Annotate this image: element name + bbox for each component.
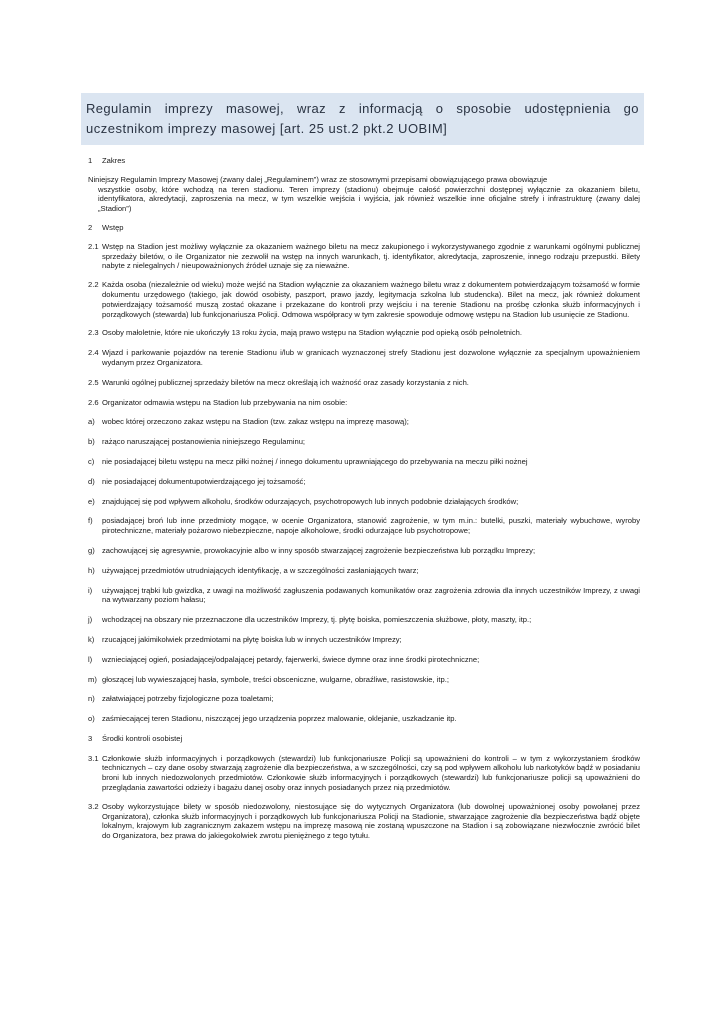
paragraph-3-1 xyxy=(88,754,640,793)
list-text: rzucającej jakimikolwiek przedmiotami na płytę boiska lub w innych uczestników Imprezy; xyxy=(102,634,402,644)
list-text: wobec której orzeczono zakaz wstępu na Stadion (tzw. zakaz wstępu na imprezę masową); xyxy=(102,417,409,427)
paragraph-text: Warunki ogólnej publicznej sprzedaży biletów na mecz określają ich ważność oraz zasady korzystania z nich. xyxy=(102,377,469,387)
paragraph-number: 2.1 xyxy=(88,241,99,251)
list-item xyxy=(88,675,640,685)
list-text: nie posiadającej biletu wstępu na mecz piłki nożnej / innego dokumentu uprawniającego do przebywania na meczu piłki nożnej xyxy=(102,456,528,466)
title-line-1 xyxy=(86,99,639,119)
list-letter: b) xyxy=(88,437,95,447)
title-word: sposobie xyxy=(456,101,512,116)
list-text: zachowującej się agresywnie, prowokacyjnie albo w inny sposób stwarzającej zagrożenie bezpieczeństwa lub porządku Imprezy; xyxy=(102,545,536,555)
list-letter: m) xyxy=(88,674,97,684)
paragraph-2-6 xyxy=(88,398,640,408)
title-line-2: uczestnikom imprezy masowej [art. 25 ust.2 pkt.2 UOBIM] xyxy=(86,121,448,136)
list-letter: l) xyxy=(88,654,93,664)
list-text: wznieciającej ogień, posiadającej/odpalającej petardy, fajerwerki, świece dymne oraz inne środki pirotechniczne; xyxy=(102,654,480,664)
list-text: wchodzącej na obszary nie przeznaczone dla uczestników Imprezy, tj. płytę boiska, pomieszczenia służbowe, płoty, maszty, itp.; xyxy=(102,615,532,625)
intro-first-line: Niniejszy Regulamin Imprezy Masowej (zwany dalej „Regulaminem”) wraz ze stosownymi przepisami obowiązującego prawa obowiązuje xyxy=(88,174,548,184)
list-item xyxy=(88,615,640,625)
list-item xyxy=(88,694,640,704)
paragraph-number: 2.2 xyxy=(88,280,99,290)
list-item xyxy=(88,546,640,556)
paragraph-2-4 xyxy=(88,348,640,368)
intro-rest: wszystkie osoby, które wchodzą na teren stadionu. Teren imprezy (stadionu) obejmuje całość powierzchni dostępnej wyłącznie za okazaniem biletu, identyfikatora, akredytacji, zaproszenia na mecz, w tym wszelkie wejścia i wyjścia, jak również wszelkie inne oficjalne strefy i infrastrukturę (zwany dalej „Stadion”) xyxy=(98,184,640,214)
section-title: Zakres xyxy=(102,156,126,165)
list-item xyxy=(88,586,640,606)
list-item xyxy=(88,635,640,645)
list-item xyxy=(88,714,640,724)
title-box xyxy=(81,93,644,145)
title-word: informacją xyxy=(358,101,423,116)
title-word: imprezy xyxy=(164,101,213,116)
paragraph-number: 2.6 xyxy=(88,397,99,407)
list-text: posiadającej broń lub inne przedmioty mogące, w ocenie Organizatora, stanowić zagrożenie, w tym m.in.: butelki, puszki, materiały wybuchowe, wyroby pirotechniczne, materiały pożarowo niebezpieczne, napoje alkoholowe, środki odurzające lub psychotropowe; xyxy=(102,516,640,536)
section-number: 1 xyxy=(88,156,93,165)
title-word: Regulamin xyxy=(86,101,152,116)
section-number: 2 xyxy=(88,222,93,232)
list-item xyxy=(88,516,640,536)
list-item xyxy=(88,477,640,487)
paragraph-2-3 xyxy=(88,328,640,338)
section-number: 3 xyxy=(88,733,93,743)
paragraph-number: 2.4 xyxy=(88,348,99,358)
paragraph-number: 3.1 xyxy=(88,753,99,763)
list-letter: c) xyxy=(88,456,95,466)
paragraph-text: Wstęp na Stadion jest możliwy wyłącznie za okazaniem ważnego biletu na mecz zakupionego i wykorzystywanego zgodnie z warunkami ogólnymi publicznej sprzedaży biletów, o ile Organizator nie zezwolił na wstęp na innych warunkach, tj. identyfikator, akredytacja, zaproszenie, innego rodzaju przepustki. Bilety nabyte z nielegalnych / nieupoważnionych źródeł uznaje się za nieważne. xyxy=(102,241,640,271)
paragraph-text: Członkowie służb informacyjnych i porządkowych (stewardzi) lub funkcjonariusze Policji są upoważnieni do kontroli – w tym z wykorzystaniem środków technicznych – czy dane osoby stwarzają zagrożenie dla bezpieczeństwa, a w szczególności, czy są pod wpływem alkoholu lub narkotyków bądź w posiadaniu broni lub innych niedozwolonych przedmiotów. Członkowie służb informacyjnych i porządkowych (stewardzi) lub funkcjonariusze policji są upoważnieni do przeglądania zawartości odzieży i bagażu danej osoby oraz innych posiadanych przez nią przedmiotów. xyxy=(102,753,640,793)
list-letter: o) xyxy=(88,714,95,724)
list-letter: j) xyxy=(88,615,93,625)
list-text: używającej trąbki lub gwizdka, z uwagi na możliwość zagłuszenia podawanych komunikatów oraz zagrożenia zdrowia dla innych uczestników Imprezy, z uwagi na wytwarzany poziom hałasu; xyxy=(102,585,640,605)
paragraph-2-5 xyxy=(88,378,640,388)
paragraph-2-1 xyxy=(88,242,640,271)
section-heading xyxy=(88,223,640,233)
title-word: wraz xyxy=(296,101,327,116)
paragraph-number: 2.3 xyxy=(88,328,99,338)
list-letter: g) xyxy=(88,545,95,555)
section-heading xyxy=(88,156,640,166)
document-body xyxy=(88,156,640,841)
section-title: Środki kontroli osobistej xyxy=(102,733,183,743)
list-text: nie posiadającej dokumentupotwierdzającego jej tożsamość; xyxy=(102,476,306,486)
intro-paragraph xyxy=(88,175,640,214)
paragraph-number: 2.5 xyxy=(88,377,99,387)
title-word: udostępnienia xyxy=(524,101,611,116)
list-letter: a) xyxy=(88,417,95,427)
list-text: znajdującej się pod wpływem alkoholu, środków odurzających, psychotropowych lub innych podobnie działających środków; xyxy=(102,496,519,506)
list-item xyxy=(88,497,640,507)
paragraph-number: 3.2 xyxy=(88,801,99,811)
paragraph-2-2 xyxy=(88,280,640,319)
list-item xyxy=(88,417,640,427)
list-item xyxy=(88,457,640,467)
list-letter: f) xyxy=(88,516,93,526)
paragraph-text: Organizator odmawia wstępu na Stadion lub przebywania na nim osobie: xyxy=(102,397,348,407)
list-letter: k) xyxy=(88,634,95,644)
list-item xyxy=(88,437,640,447)
paragraph-text: Osoby wykorzystujące bilety w sposób niedozwolony, niestosujące się do wytycznych Organizatora (lub dowolnej upoważnionej osoby powołanej przez Organizatora), członka służb informacyjnych i porządkowych lub funkcjonariusza Policji na Stadionie, stwarzające zagrożenie dla bezpieczeństwa bądź objęte lokalnym, krajowym lub zagranicznym zakazem wstępu na imprezę masową nie zostaną wpuszczone na Stadion i są zobowiązane niezwłocznie zwrócić bilet do Organizatora, bez prawa do jakiegokolwiek zwrotu pieniężnego z tego tytułu. xyxy=(102,801,640,841)
list-text: zaśmiecającej teren Stadionu, niszczącej jego urządzenia poprzez malowanie, oklejanie, uszkadzanie itp. xyxy=(102,714,457,724)
title-word: o xyxy=(435,101,444,116)
list-item xyxy=(88,655,640,665)
title-word: z xyxy=(338,101,346,116)
paragraph-text: Osoby małoletnie, które nie ukończyły 13 roku życia, mają prawo wstępu na Stadion wyłącznie pod opieką osób pełnoletnich. xyxy=(102,328,522,338)
list-text: rażąco naruszającej postanowienia niniejszego Regulaminu; xyxy=(102,437,306,447)
paragraph-3-2 xyxy=(88,802,640,841)
list-item xyxy=(88,566,640,576)
title-word: go xyxy=(623,101,639,116)
paragraph-text: Każda osoba (niezależnie od wieku) może wejść na Stadion wyłącznie za okazaniem ważnego biletu wraz z dokumentem potwierdzającym tożsamość w formie dokumentu urzędowego (takiego, jak dowód osobisty, paszport, prawo jazdy, legitymacja szkolna lub studencka). Bilet na mecz, jak również dokument potwierdzający tożsamość muszą zostać okazane i przekazane do kontroli przy wejściu i na terenie Stadionu na prośbę członka służb informacyjnych i porządkowych (stewarda) lub funkcjonariusza Policji. Odmowa współpracy w tym zakresie spowoduje odmowę wstępu na Stadion lub usunięcie ze Stadionu. xyxy=(102,280,640,319)
list-letter: h) xyxy=(88,565,95,575)
prohibition-list xyxy=(88,417,640,724)
paragraph-text: Wjazd i parkowanie pojazdów na terenie Stadionu i/lub w granicach wyznaczonej strefy Stadionu jest dozwolone wyłącznie za specjalnym upoważnieniem wydanym przez Organizatora. xyxy=(102,348,640,367)
list-text: załatwiającej potrzeby fizjologiczne poza toaletami; xyxy=(102,694,274,704)
title-word: masowej, xyxy=(225,101,285,116)
list-letter: e) xyxy=(88,496,95,506)
list-letter: d) xyxy=(88,476,95,486)
section-heading xyxy=(88,734,640,744)
list-text: głoszącej lub wywieszającej hasła, symbole, treści obsceniczne, wulgarne, obraźliwe, rasistowskie, itp.; xyxy=(102,674,449,684)
list-letter: n) xyxy=(88,694,95,704)
section-title: Wstęp xyxy=(102,222,124,232)
list-letter: i) xyxy=(88,585,93,595)
list-text: używającej przedmiotów utrudniających identyfikację, a w szczególności zasłaniających twarz; xyxy=(102,565,419,575)
